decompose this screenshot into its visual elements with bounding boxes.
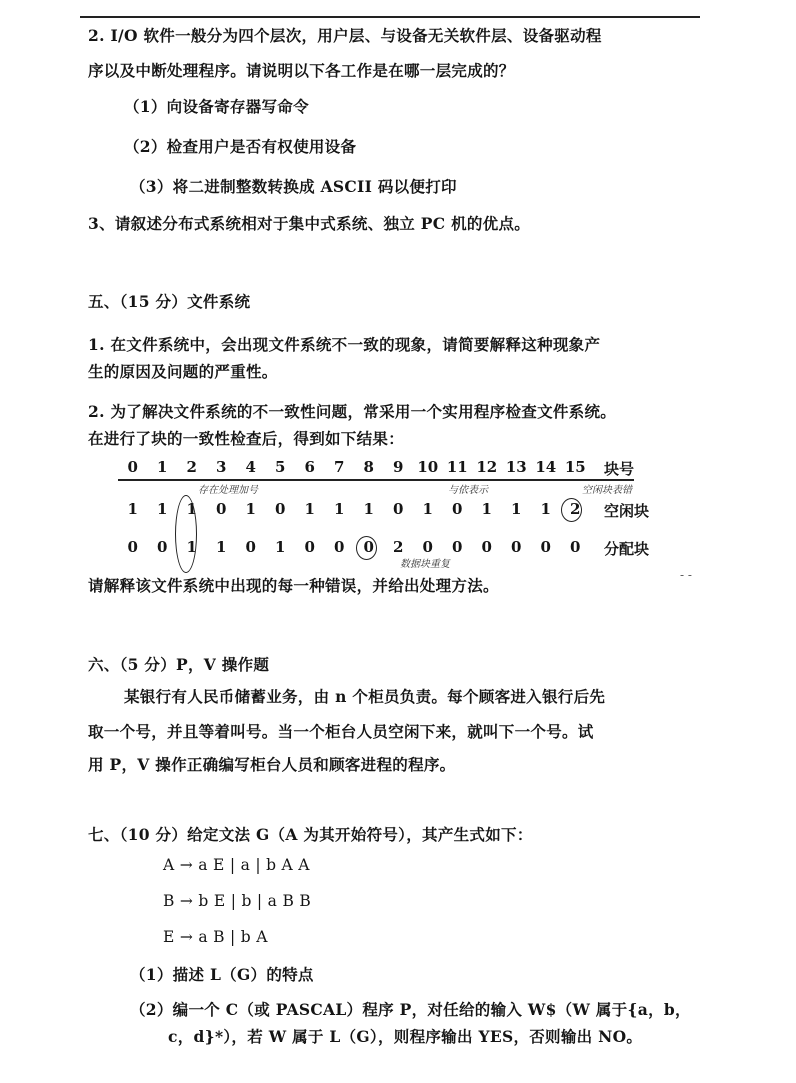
q6-line3: 用 P，V 操作正确编写柜台人员和顾客进程的程序。 — [88, 755, 456, 774]
block-cell: 10 — [417, 458, 439, 476]
q4-2-item1: （1）向设备寄存器写命令 — [124, 97, 309, 116]
block-cell: 0 — [363, 538, 374, 556]
block-cell: 0 — [422, 538, 433, 556]
q6-line2: 取一个号，并且等着叫号。当一个柜台人员空闲下来，就叫下一个号。试 — [88, 722, 594, 741]
q7-item2-line2: c，d}*），若 W 属于 L（G），则程序输出 YES，否则输出 NO。 — [168, 1027, 643, 1046]
block-cell: 6 — [304, 458, 315, 476]
q5-1-line2: 生的原因及问题的严重性。 — [88, 362, 278, 381]
block-cell: 0 — [275, 500, 286, 518]
production-rule-e: E → a B | b A — [163, 928, 268, 946]
handwritten-note: 空闲块表错 — [582, 485, 632, 496]
block-cell: 1 — [304, 500, 315, 518]
block-cell: 2 — [570, 500, 581, 518]
block-cell: 0 — [452, 500, 463, 518]
allocated-block-row — [118, 538, 649, 559]
handwritten-note: 数据块重复 — [400, 559, 450, 570]
block-cell: 0 — [570, 538, 581, 556]
block-cell: 1 — [157, 458, 168, 476]
circle-mark-block15 — [561, 498, 582, 522]
row-label: 分配块 — [604, 540, 650, 558]
block-cell: 1 — [157, 500, 168, 518]
q5-1-line1: 1. 在文件系统中，会出现文件系统不一致的现象，请简要解释这种现象产 — [88, 335, 601, 354]
block-cell: 1 — [216, 538, 227, 556]
block-cell: 0 — [511, 538, 522, 556]
q7-item1: （1）描述 L（G）的特点 — [130, 965, 314, 984]
block-cell: 0 — [127, 458, 138, 476]
block-cell: 1 — [540, 500, 551, 518]
production-rule-a: A → a E | a | b A A — [163, 856, 310, 874]
block-cell: 1 — [275, 538, 286, 556]
q5-2-line2: 在进行了块的一致性检查后，得到如下结果： — [88, 429, 405, 448]
block-cell: 0 — [157, 538, 168, 556]
block-cell: 0 — [127, 538, 138, 556]
block-cell: 13 — [505, 458, 527, 476]
q5-2-line1: 2. 为了解决文件系统的不一致性问题，常采用一个实用程序检查文件系统。 — [88, 402, 617, 421]
block-cell: 12 — [476, 458, 498, 476]
scan-mark: - - — [680, 568, 692, 582]
block-cell: 0 — [304, 538, 315, 556]
q5-title: 五、（15 分）文件系统 — [88, 292, 251, 311]
q6-title: 六、（5 分）P，V 操作题 — [88, 655, 270, 674]
block-cell: 1 — [511, 500, 522, 518]
block-cell: 0 — [245, 538, 256, 556]
q7-item2-line1: （2）编一个 C（或 PASCAL）程序 P，对任给的输入 W$（W 属于{a，b， — [130, 1000, 691, 1019]
q5-2-question: 请解释该文件系统中出现的每一种错误，并给出处理方法。 — [88, 576, 499, 595]
circle-mark-block9 — [356, 536, 377, 560]
block-cell: 1 — [363, 500, 374, 518]
row-label: 块号 — [604, 460, 635, 478]
block-cell: 0 — [216, 500, 227, 518]
block-cell: 0 — [334, 538, 345, 556]
block-cell: 0 — [481, 538, 492, 556]
block-cell: 7 — [334, 458, 345, 476]
block-cell: 3 — [216, 458, 227, 476]
block-cell: 1 — [422, 500, 433, 518]
block-cell: 1 — [334, 500, 345, 518]
block-cell: 0 — [452, 538, 463, 556]
q7-title: 七、（10 分）给定文法 G（A 为其开始符号），其产生式如下： — [88, 825, 533, 844]
block-cell: 11 — [446, 458, 468, 476]
block-cell: 2 — [393, 538, 404, 556]
q4-2-item3: （3）将二进制整数转换成 ASCII 码以便打印 — [130, 177, 457, 196]
block-cell: 9 — [393, 458, 404, 476]
block-cell: 1 — [481, 500, 492, 518]
row-label: 空闲块 — [604, 502, 650, 520]
block-cell: 1 — [127, 500, 138, 518]
block-cell: 0 — [540, 538, 551, 556]
handwritten-note: 存在处理加号 — [198, 485, 258, 496]
block-cell: 1 — [186, 538, 197, 556]
top-rule — [80, 16, 700, 18]
handwritten-note: 与依表示 — [448, 485, 488, 496]
q4-2-line2: 序以及中断处理程序。请说明以下各工作是在哪一层完成的？ — [88, 61, 515, 80]
block-cell: 2 — [186, 458, 197, 476]
block-cell: 8 — [363, 458, 374, 476]
q4-2-item2: （2）检查用户是否有权使用设备 — [124, 137, 357, 156]
q6-line1: 某银行有人民币储蓄业务，由 n 个柜员负责。每个顾客进入银行后先 — [124, 687, 606, 706]
block-cell: 14 — [535, 458, 557, 476]
block-cell: 1 — [186, 500, 197, 518]
block-cell: 4 — [245, 458, 256, 476]
block-cell: 5 — [275, 458, 286, 476]
circle-mark-block2 — [175, 495, 197, 573]
block-cell: 1 — [245, 500, 256, 518]
q4-3: 3、请叙述分布式系统相对于集中式系统、独立 PC 机的优点。 — [88, 214, 531, 233]
block-cell: 15 — [564, 458, 586, 476]
block-cell: 0 — [393, 500, 404, 518]
q4-2-line1: 2. I/O 软件一般分为四个层次，用户层、与设备无关软件层、设备驱动程 — [88, 26, 602, 45]
production-rule-b: B → b E | b | a B B — [163, 892, 312, 910]
block-number-row — [118, 458, 634, 481]
